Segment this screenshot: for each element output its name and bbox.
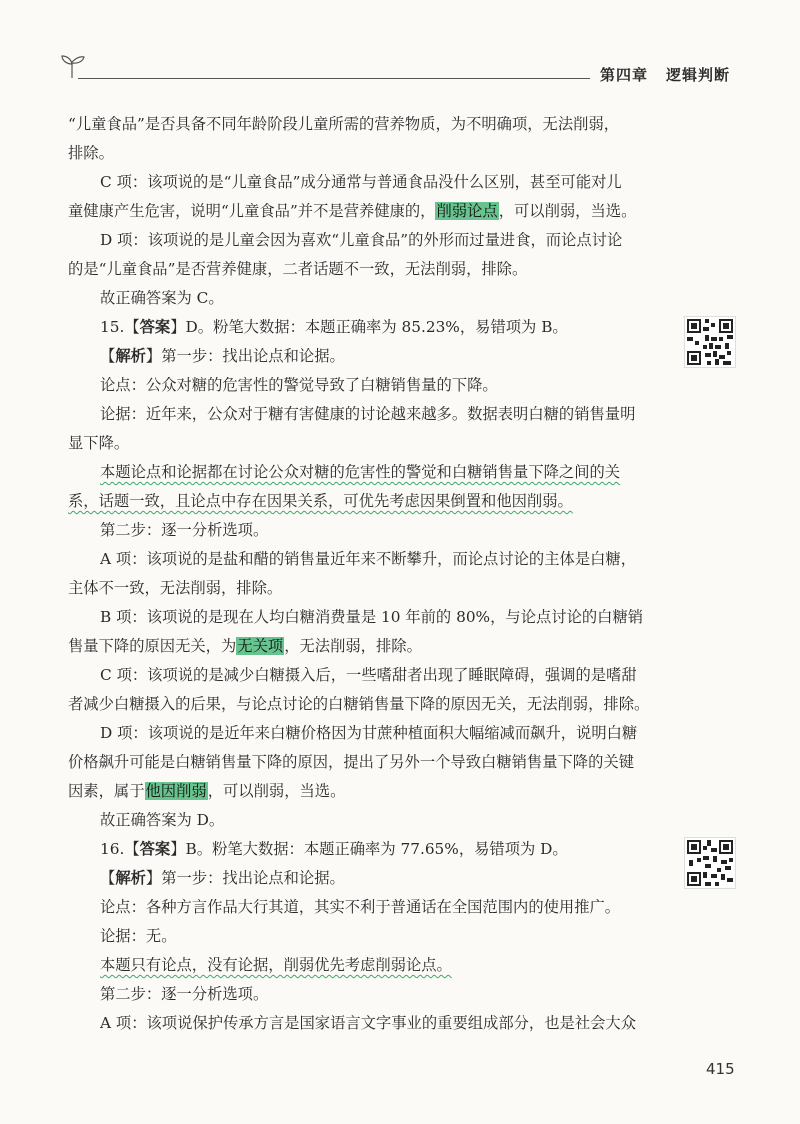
text-line: ，可以削弱，当选。 (207, 782, 346, 800)
option-c-analysis (68, 661, 660, 690)
answer-prefix: 15.【 (100, 318, 140, 336)
paragraph (68, 777, 660, 806)
underlined-text: 本题论点和论据都在讨论公众对糖的危害性的警觉和白糖销售量下降之间的关 (100, 463, 621, 481)
highlight-tag: 他因削弱 (145, 782, 207, 800)
paragraph (68, 255, 660, 284)
text-line: 因素，属于 (68, 782, 145, 800)
argument-point (68, 371, 660, 400)
page-number: 415 (706, 1060, 735, 1078)
text-line: ，可以削弱，当选。 (498, 202, 637, 220)
question-16-explanation (68, 864, 660, 893)
page-body (68, 110, 660, 1038)
paragraph (68, 139, 660, 168)
key-note (68, 951, 660, 980)
underlined-text: 系，话题一致，且论点中存在因果关系，可优先考虑因果倒置和他因削弱。 (68, 492, 573, 510)
text-line: C 项：该项说的是减少白糖摄入后，一些嗜甜者出现了睡眠障碍，强调的是嗜甜 (100, 666, 637, 684)
text-line: 论点：各种方言作品大行其道，其实不利于普通话在全国范围内的使用推广。 (100, 898, 621, 916)
text-line: 童健康产生危害，说明“儿童食品”并不是营养健康的， (68, 202, 436, 220)
argument-evidence (68, 922, 660, 951)
text-line: 显下降。 (68, 434, 130, 452)
text-line: ，无法削弱，排除。 (284, 637, 422, 655)
paragraph (68, 110, 660, 139)
paragraph (68, 429, 660, 458)
text-line: D 项：该项说的是近年来白糖价格因为甘蔗种植面积大幅缩减而飙升，说明白糖 (100, 724, 638, 742)
text-line: D 项：该项说的是儿童会因为喜欢“儿童食品”的外形而过量进食，而论点讨论 (100, 231, 623, 249)
text-line: 者减少白糖摄入的后果，与论点讨论的白糖销售量下降的原因无关，无法削弱，排除。 (68, 695, 650, 713)
highlight-tag: 无关项 (237, 637, 284, 655)
step-heading (68, 980, 660, 1009)
question-15-answer (68, 313, 660, 342)
answer-prefix: 16.【 (100, 840, 140, 858)
question-16-answer (68, 835, 660, 864)
option-a-analysis (68, 1009, 660, 1038)
answer-text: 】D。粉笔大数据：本题正确率为 85.23%，易错项为 B。 (170, 318, 568, 336)
option-a-analysis (68, 545, 660, 574)
text-line: 论点：公众对糖的危害性的警觉导致了白糖销售量的下降。 (100, 376, 498, 394)
bracket: 【 (100, 347, 116, 365)
answer-label: 答案 (139, 318, 171, 336)
highlight-tag: 削弱论点 (436, 202, 498, 220)
chapter-title (600, 64, 730, 85)
chapter-section: 逻辑判断 (666, 66, 731, 84)
paragraph (68, 632, 660, 661)
paragraph (68, 197, 660, 226)
text-line: A 项：该项说保护传承方言是国家语言文字事业的重要组成部分，也是社会大众 (100, 1014, 637, 1032)
text-line: 价格飙升可能是白糖销售量下降的原因，提出了另外一个导致白糖销售量下降的关键 (68, 753, 634, 771)
question-15-explanation (68, 342, 660, 371)
text-line: C 项：该项说的是“儿童食品”成分通常与普通食品没什么区别，甚至可能对儿 (100, 173, 622, 191)
step-heading (68, 516, 660, 545)
page-header (0, 0, 800, 100)
paragraph (68, 690, 660, 719)
explanation-label: 解析 (115, 347, 146, 365)
option-b-analysis (68, 603, 660, 632)
underlined-text: 本题只有论点，没有论据，削弱优先考虑削弱论点。 (100, 956, 452, 974)
answer-text: 】B。粉笔大数据：本题正确率为 77.65%，易错项为 D。 (170, 840, 568, 858)
answer-line (68, 806, 660, 835)
option-d-analysis (68, 719, 660, 748)
text-line: A 项：该项说的是盐和醋的销售量近年来不断攀升，而论点讨论的主体是白糖， (100, 550, 637, 568)
sprout-icon (58, 50, 86, 80)
bracket: 【 (100, 869, 116, 887)
answer-label: 答案 (139, 840, 171, 858)
argument-point (68, 893, 660, 922)
text-line: 售量下降的原因无关，为 (68, 637, 237, 655)
text-line: 排除。 (68, 144, 114, 162)
qr-code-icon[interactable] (684, 316, 736, 368)
key-note (68, 487, 660, 516)
paragraph (68, 574, 660, 603)
qr-code-pattern (685, 838, 735, 888)
chapter-number: 第四章 (600, 66, 649, 84)
text-line: 】第一步：找出论点和论据。 (145, 347, 345, 365)
text-line: 】第一步：找出论点和论据。 (145, 869, 345, 887)
text-line: 第二步：逐一分析选项。 (100, 521, 269, 539)
text-line: 第二步：逐一分析选项。 (100, 985, 269, 1003)
explanation-label: 解析 (115, 869, 146, 887)
text-line: 主体不一致，无法削弱，排除。 (68, 579, 283, 597)
text-line: 故正确答案为 C。 (100, 289, 224, 307)
header-rule (78, 78, 590, 79)
text-line: 论据：无。 (100, 927, 177, 945)
argument-evidence (68, 400, 660, 429)
text-line: 论据：近年来，公众对于糖有害健康的讨论越来越多。数据表明白糖的销售量明 (100, 405, 636, 423)
answer-line (68, 284, 660, 313)
text-line: B 项：该项说的是现在人均白糖消费量是 10 年前的 80%，与论点讨论的白糖销 (100, 608, 644, 626)
option-d-analysis (68, 226, 660, 255)
option-c-analysis (68, 168, 660, 197)
key-note (68, 458, 660, 487)
qr-code-pattern (685, 317, 735, 367)
text-line: 故正确答案为 D。 (100, 811, 225, 829)
text-line: “儿童食品”是否具备不同年龄阶段儿童所需的营养物质，为不明确项，无法削弱， (68, 115, 620, 133)
text-line: 的是“儿童食品”是否营养健康，二者话题不一致，无法削弱，排除。 (68, 260, 528, 278)
paragraph (68, 748, 660, 777)
qr-code-icon[interactable] (684, 837, 736, 889)
